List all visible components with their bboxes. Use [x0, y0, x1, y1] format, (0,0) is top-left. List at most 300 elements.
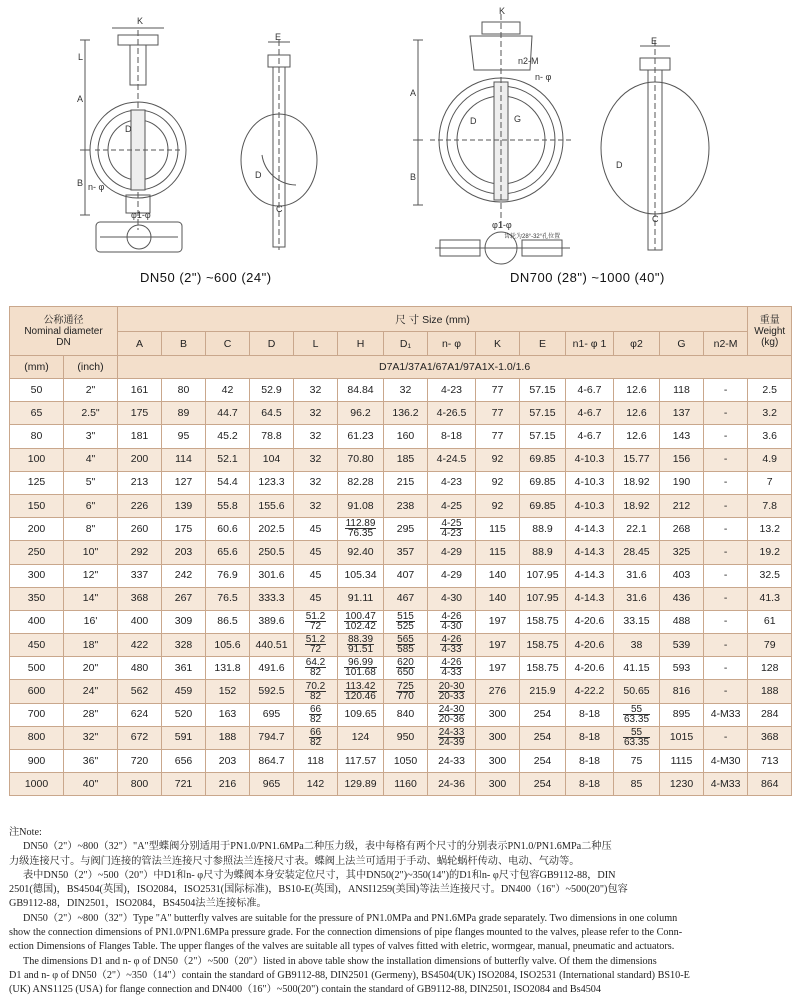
table-cell: - [704, 726, 748, 749]
table-cell: 488 [660, 610, 704, 633]
table-cell: 309 [162, 610, 206, 633]
table-cell: 200 [10, 518, 64, 541]
table-cell: 4-M30 [704, 750, 748, 773]
table-cell: 300 [476, 726, 520, 749]
table-cell: 1230 [660, 773, 704, 796]
cell-value-pn16: 82 [309, 736, 322, 748]
table-cell: 520 [162, 703, 206, 726]
col-d: D [250, 332, 294, 356]
table-cell [294, 726, 338, 749]
table-cell: 69.85 [520, 471, 566, 494]
label-gear-note: 齿轮为28°-32°孔位置 [504, 234, 561, 240]
table-cell: 137 [660, 402, 704, 425]
col-n-phi: n- φ [428, 332, 476, 356]
table-cell: 4-23 [428, 379, 476, 402]
table-cell: 800 [10, 726, 64, 749]
table-cell: 4-24.5 [428, 448, 476, 471]
table-cell: 950 [384, 726, 428, 749]
table-cell [384, 657, 428, 680]
table-cell: 4-10.3 [566, 494, 614, 517]
weight-header [748, 307, 792, 356]
table-cell: 593 [660, 657, 704, 680]
table-cell: 69.85 [520, 494, 566, 517]
cell-value-pn16: 650 [397, 667, 414, 679]
table-cell: 24-33 [428, 750, 476, 773]
table-cell: 54.4 [206, 471, 250, 494]
table-cell [614, 726, 660, 749]
table-cell [338, 518, 384, 541]
table-cell: 5" [64, 471, 118, 494]
table-cell: 403 [660, 564, 704, 587]
table-cell: 45 [294, 541, 338, 564]
table-cell [384, 610, 428, 633]
label-nphi-right: n- φ [535, 72, 552, 82]
table-cell: 88.9 [520, 518, 566, 541]
col-n2-m: n2-M [704, 332, 748, 356]
label-d2-left: D [255, 170, 262, 180]
cell-value-pn16: 82 [309, 667, 322, 679]
label-a-right: A [410, 88, 417, 98]
label-k-left: K [137, 16, 144, 26]
label-e-right: E [651, 36, 658, 46]
table-cell: 60.6 [206, 518, 250, 541]
table-cell: 4-26.5 [428, 402, 476, 425]
table-cell: 6" [64, 494, 118, 517]
table-cell: 459 [162, 680, 206, 703]
table-cell: 45 [294, 564, 338, 587]
table-cell: 95 [162, 425, 206, 448]
cell-value-pn10: 24-30 [438, 703, 465, 715]
table-cell: 1160 [384, 773, 428, 796]
table-cell: 155.6 [250, 494, 294, 517]
table-cell: 57.15 [520, 379, 566, 402]
table-cell: 76.9 [206, 564, 250, 587]
table-cell: 61.23 [338, 425, 384, 448]
note-line-6: DN50（2"）~800（32"）Type "A" butterfly valves are suitable for the pressure of PN1.0MPa and PN1.6MPa grade separately. Two dimensions in one column [23, 912, 678, 924]
cell-value-pn10: 515 [397, 610, 414, 622]
table-cell: 254 [520, 703, 566, 726]
table-cell: 115 [476, 518, 520, 541]
table-cell: 254 [520, 773, 566, 796]
table-cell: 41.3 [748, 587, 792, 610]
table-cell: 77 [476, 402, 520, 425]
note-line-2: 力级连接尺寸。与阀门连接的管法兰连接尺寸参照法兰连接尺寸表。蝶阀上法兰可适用于手动、蜗轮蜗杆传动、电动、气动等。 [9, 855, 580, 867]
table-cell: 50 [10, 379, 64, 402]
table-cell: - [704, 471, 748, 494]
table-cell [428, 680, 476, 703]
table-cell: 70.80 [338, 448, 384, 471]
table-row [10, 518, 792, 541]
table-cell: 188 [206, 726, 250, 749]
table-cell: 79 [748, 634, 792, 657]
table-cell: 32 [294, 494, 338, 517]
table-cell: 250 [10, 541, 64, 564]
cell-value-pn16: 91.51 [347, 644, 374, 656]
label-c-right: C [652, 214, 659, 224]
table-cell: 695 [250, 703, 294, 726]
table-cell: 200 [118, 448, 162, 471]
table-body [10, 379, 792, 796]
table-cell: 92 [476, 448, 520, 471]
cell-value-pn10: 55 [623, 728, 650, 738]
table-cell: 400 [10, 610, 64, 633]
table-cell: 328 [162, 634, 206, 657]
cell-value-pn16: 20-33 [438, 690, 465, 702]
table-cell: 175 [162, 518, 206, 541]
table-cell: 28" [64, 703, 118, 726]
table-cell: 131.8 [206, 657, 250, 680]
table-cell: 4-14.3 [566, 541, 614, 564]
table-cell: - [704, 402, 748, 425]
table-row [10, 703, 792, 726]
table-cell [338, 610, 384, 633]
table-cell: 118 [294, 750, 338, 773]
table-cell: 128 [748, 657, 792, 680]
table-cell: 18.92 [614, 494, 660, 517]
cell-value-pn16: 585 [397, 644, 414, 656]
table-cell: 127 [162, 471, 206, 494]
table-cell: 600 [10, 680, 64, 703]
table-cell: 24-36 [428, 773, 476, 796]
table-cell: 368 [748, 726, 792, 749]
table-cell: 100 [10, 448, 64, 471]
table-cell: 45 [294, 518, 338, 541]
table-row [10, 448, 792, 471]
table-cell: 254 [520, 750, 566, 773]
table-cell [294, 634, 338, 657]
cell-value-pn10: 51.2 [305, 634, 326, 646]
cell-value-pn16: 20-36 [438, 713, 465, 725]
table-cell: 3.2 [748, 402, 792, 425]
table-cell: 41.15 [614, 657, 660, 680]
col-a: A [118, 332, 162, 356]
table-cell: 124 [338, 726, 384, 749]
table-cell: 656 [162, 750, 206, 773]
table-cell: 107.95 [520, 564, 566, 587]
cell-value-pn10: 64.2 [305, 657, 326, 669]
table-cell: 295 [384, 518, 428, 541]
col-g: G [660, 332, 704, 356]
table-cell [614, 703, 660, 726]
table-cell: 16' [64, 610, 118, 633]
unit-mm: (mm) [10, 356, 64, 379]
table-cell: 238 [384, 494, 428, 517]
cell-value-pn10: 725 [397, 680, 414, 692]
table-cell: 467 [384, 587, 428, 610]
note-line-1: DN50（2"）~800（32"）"A"型蝶阀分别适用于PN1.0/PN1.6MPa二种压力级，表中每格有两个尺寸的分别表示PN1.0/PN1.6MPa二种压 [23, 841, 612, 853]
table-cell: 115 [476, 541, 520, 564]
label-nphi-left: n- φ [88, 182, 105, 192]
table-cell: 713 [748, 750, 792, 773]
table-cell: - [704, 518, 748, 541]
cell-value-pn16: 770 [397, 690, 414, 702]
table-cell [338, 634, 384, 657]
table-cell: 160 [384, 425, 428, 448]
cell-value-pn16: 4-23 [441, 528, 462, 540]
table-cell: 592.5 [250, 680, 294, 703]
table-cell: 150 [10, 494, 64, 517]
table-cell: 78.8 [250, 425, 294, 448]
table-row [10, 402, 792, 425]
table-cell: 4-6.7 [566, 379, 614, 402]
table-row [10, 750, 792, 773]
table-cell: 12" [64, 564, 118, 587]
table-cell: 500 [10, 657, 64, 680]
table-cell: 965 [250, 773, 294, 796]
table-cell: - [704, 610, 748, 633]
table-cell: 400 [118, 610, 162, 633]
table-cell: 140 [476, 587, 520, 610]
table-cell: 202.5 [250, 518, 294, 541]
table-cell: 250.5 [250, 541, 294, 564]
table-cell: 562 [118, 680, 162, 703]
table-cell: 80 [10, 425, 64, 448]
table-cell: 57.15 [520, 402, 566, 425]
col-l: L [294, 332, 338, 356]
note-line-9: The dimensions D1 and n- φ of DN50（2"）~500（20"）listed in above table show the installation dimensions of butterfly valve. Of them the dimensions [23, 955, 657, 967]
cell-value-pn16: 63.35 [623, 713, 650, 725]
table-cell: 4-30 [428, 587, 476, 610]
table-cell: 104 [250, 448, 294, 471]
table-cell: 12.6 [614, 425, 660, 448]
table-row [10, 494, 792, 517]
table-row [10, 379, 792, 402]
cell-value-pn10: 113.42 [345, 680, 376, 692]
table-cell: 65.6 [206, 541, 250, 564]
table-cell [294, 703, 338, 726]
label-k-right: K [499, 6, 506, 16]
label-phi1-right: φ1-φ [492, 220, 512, 230]
table-row [10, 610, 792, 633]
table-cell: 242 [162, 564, 206, 587]
table-cell: 4" [64, 448, 118, 471]
table-cell: 4-10.3 [566, 471, 614, 494]
table-cell: 4-29 [428, 541, 476, 564]
table-cell: 52.9 [250, 379, 294, 402]
table-cell: 300 [476, 750, 520, 773]
table-cell: 140 [476, 564, 520, 587]
table-cell: 32 [294, 425, 338, 448]
notes-title: 注Note: [9, 827, 42, 838]
model-line: D7A1/37A1/67A1/97A1X-1.0/1.6 [118, 356, 792, 379]
table-cell: 118 [660, 379, 704, 402]
column-header-row [10, 332, 792, 356]
table-cell: 185 [384, 448, 428, 471]
table-cell: 175 [118, 402, 162, 425]
table-cell: 333.3 [250, 587, 294, 610]
table-cell: 864.7 [250, 750, 294, 773]
cell-value-pn10: 112.89 [345, 518, 376, 530]
table-cell: 539 [660, 634, 704, 657]
table-cell: 40" [64, 773, 118, 796]
table-cell: 32 [294, 448, 338, 471]
col-n1-phi1: n1- φ 1 [566, 332, 614, 356]
table-cell: 591 [162, 726, 206, 749]
table-cell: 300 [10, 564, 64, 587]
table-cell: 480 [118, 657, 162, 680]
table-cell: 65 [10, 402, 64, 425]
table-cell: 213 [118, 471, 162, 494]
table-cell: 3.6 [748, 425, 792, 448]
table-cell [338, 680, 384, 703]
table-cell: - [704, 587, 748, 610]
table-cell: 61 [748, 610, 792, 633]
cell-value-pn10: 96.99 [344, 658, 377, 668]
table-cell: 12.6 [614, 402, 660, 425]
note-line-4: 2501(德国)，BS4504(英国)，ISO2084，ISO2531(国际标准)，BS10-E(英国)，ANSI1259(美国)等法兰连接尺寸。DN400（16"）~500(20")包容 [9, 884, 628, 896]
table-cell: 368 [118, 587, 162, 610]
weight-en: Weight [754, 325, 786, 337]
table-cell: 92 [476, 471, 520, 494]
table-cell: 4-6.7 [566, 402, 614, 425]
table-cell: 50.65 [614, 680, 660, 703]
col-phi2: φ2 [614, 332, 660, 356]
table-cell: 64.5 [250, 402, 294, 425]
cell-value-pn10: 620 [397, 657, 414, 669]
note-line-3: 表中DN50（2"）~500（20"）中D1和n- φ尺寸为蝶阀本身安装定位尺寸，其中DN50(2")~350(14")的D1和n- φ尺寸包容GB9112-88，DIN [23, 869, 616, 881]
table-cell: 163 [206, 703, 250, 726]
table-cell: - [704, 680, 748, 703]
table-cell: 125 [10, 471, 64, 494]
table-cell: 840 [384, 703, 428, 726]
table-cell: 33.15 [614, 610, 660, 633]
table-cell: 86.5 [206, 610, 250, 633]
table-cell: 407 [384, 564, 428, 587]
right-drawing-caption: DN700 (28") ~1000 (40") [510, 270, 665, 285]
table-cell [428, 726, 476, 749]
table-cell: 276 [476, 680, 520, 703]
cell-value-pn16: 4-33 [441, 644, 462, 656]
table-cell: 254 [520, 726, 566, 749]
label-phi1-left: φ1-φ [131, 210, 151, 220]
table-cell: 8-18 [566, 703, 614, 726]
label-d2-right: D [616, 160, 623, 170]
table-cell: 96.2 [338, 402, 384, 425]
table-cell: 4-M33 [704, 703, 748, 726]
nominal-zh: 公称通径 [43, 314, 84, 326]
table-cell: 44.7 [206, 402, 250, 425]
table-cell: 31.6 [614, 564, 660, 587]
table-cell: 123.3 [250, 471, 294, 494]
cell-value-pn10: 24-33 [438, 726, 465, 738]
note-line-10: D1 and n- φ of DN50（2"）~350（14"）contain the standard of GB9112-88, DIN2501 (Germeny), BS4504(UK) ISO2084, ISO2531 (International standard) BS10-E [9, 969, 690, 981]
label-g-right: G [514, 114, 522, 124]
cell-value-pn16: 72 [309, 644, 322, 656]
table-cell: 7.8 [748, 494, 792, 517]
notes-section [9, 826, 791, 998]
table-cell: 2.5 [748, 379, 792, 402]
cell-value-pn16: 76.35 [347, 528, 374, 540]
left-drawing-caption: DN50 (2") ~600 (24") [140, 270, 272, 285]
table-cell: 32" [64, 726, 118, 749]
table-row [10, 726, 792, 749]
table-cell: 22.1 [614, 518, 660, 541]
table-cell: 91.11 [338, 587, 384, 610]
table-cell: 8-18 [566, 726, 614, 749]
table-cell: 436 [660, 587, 704, 610]
cell-value-pn16: 24-39 [438, 736, 465, 748]
label-b-right: B [410, 172, 417, 182]
table-cell [428, 657, 476, 680]
table-cell: 389.6 [250, 610, 294, 633]
table-cell: - [704, 541, 748, 564]
table-cell: 158.75 [520, 610, 566, 633]
table-cell: 32.5 [748, 564, 792, 587]
table-cell: 203 [206, 750, 250, 773]
cell-value-pn10: 88.39 [347, 634, 374, 646]
technical-drawings [0, 0, 800, 300]
table-cell: 8-18 [566, 773, 614, 796]
table-cell: 139 [162, 494, 206, 517]
table-cell: 268 [660, 518, 704, 541]
table-cell: 1050 [384, 750, 428, 773]
table-cell: 450 [10, 634, 64, 657]
table-cell [338, 657, 384, 680]
table-cell: 4-29 [428, 564, 476, 587]
table-cell: 89 [162, 402, 206, 425]
table-cell: 142 [294, 773, 338, 796]
cell-value-pn10: 66 [309, 703, 322, 715]
label-n2m-right: n2-M [518, 56, 539, 66]
table-cell: 14" [64, 587, 118, 610]
table-cell: 292 [118, 541, 162, 564]
table-cell: - [704, 657, 748, 680]
table-cell: 32 [384, 379, 428, 402]
table-cell: 88.9 [520, 541, 566, 564]
table-cell: 672 [118, 726, 162, 749]
cell-value-pn10: 20-30 [438, 680, 465, 692]
table-row [10, 471, 792, 494]
table-cell: 42 [206, 379, 250, 402]
table-cell [294, 657, 338, 680]
cell-value-pn16: 525 [397, 620, 414, 632]
table-cell: 107.95 [520, 587, 566, 610]
table-cell: 82.28 [338, 471, 384, 494]
nominal-diameter-header [10, 307, 118, 356]
table-cell: 4-14.3 [566, 587, 614, 610]
table-cell: - [704, 494, 748, 517]
table-cell: 55.8 [206, 494, 250, 517]
table-cell: 114 [162, 448, 206, 471]
nominal-en: Nominal diameter [24, 325, 103, 337]
table-cell: 7 [748, 471, 792, 494]
table-cell: 32 [294, 402, 338, 425]
table-cell: - [704, 425, 748, 448]
table-cell: 32 [294, 471, 338, 494]
table-cell: - [704, 634, 748, 657]
table-cell: 143 [660, 425, 704, 448]
table-cell: 152 [206, 680, 250, 703]
cell-value-pn16: 72 [309, 620, 322, 632]
table-row [10, 657, 792, 680]
table-cell: 158.75 [520, 657, 566, 680]
cell-value-pn16: 82 [309, 690, 322, 702]
cell-value-pn10: 70.2 [305, 680, 326, 692]
table-cell: - [704, 564, 748, 587]
table-cell [428, 610, 476, 633]
cell-value-pn16: 101.68 [345, 667, 376, 679]
small-valve-side-view [241, 40, 317, 250]
table-cell: 325 [660, 541, 704, 564]
table-cell [294, 610, 338, 633]
table-cell: 440.51 [250, 634, 294, 657]
col-c: C [206, 332, 250, 356]
table-cell: 4-20.6 [566, 610, 614, 633]
table-cell: 75 [614, 750, 660, 773]
table-row [10, 773, 792, 796]
table-cell: 18.92 [614, 471, 660, 494]
note-line-7: show the connection dimensions of PN1.0/PN1.6MPa pressure grade. For the connection dimensions of pipe flanges mounted to the valves, please refer to the Conn- [9, 927, 683, 939]
